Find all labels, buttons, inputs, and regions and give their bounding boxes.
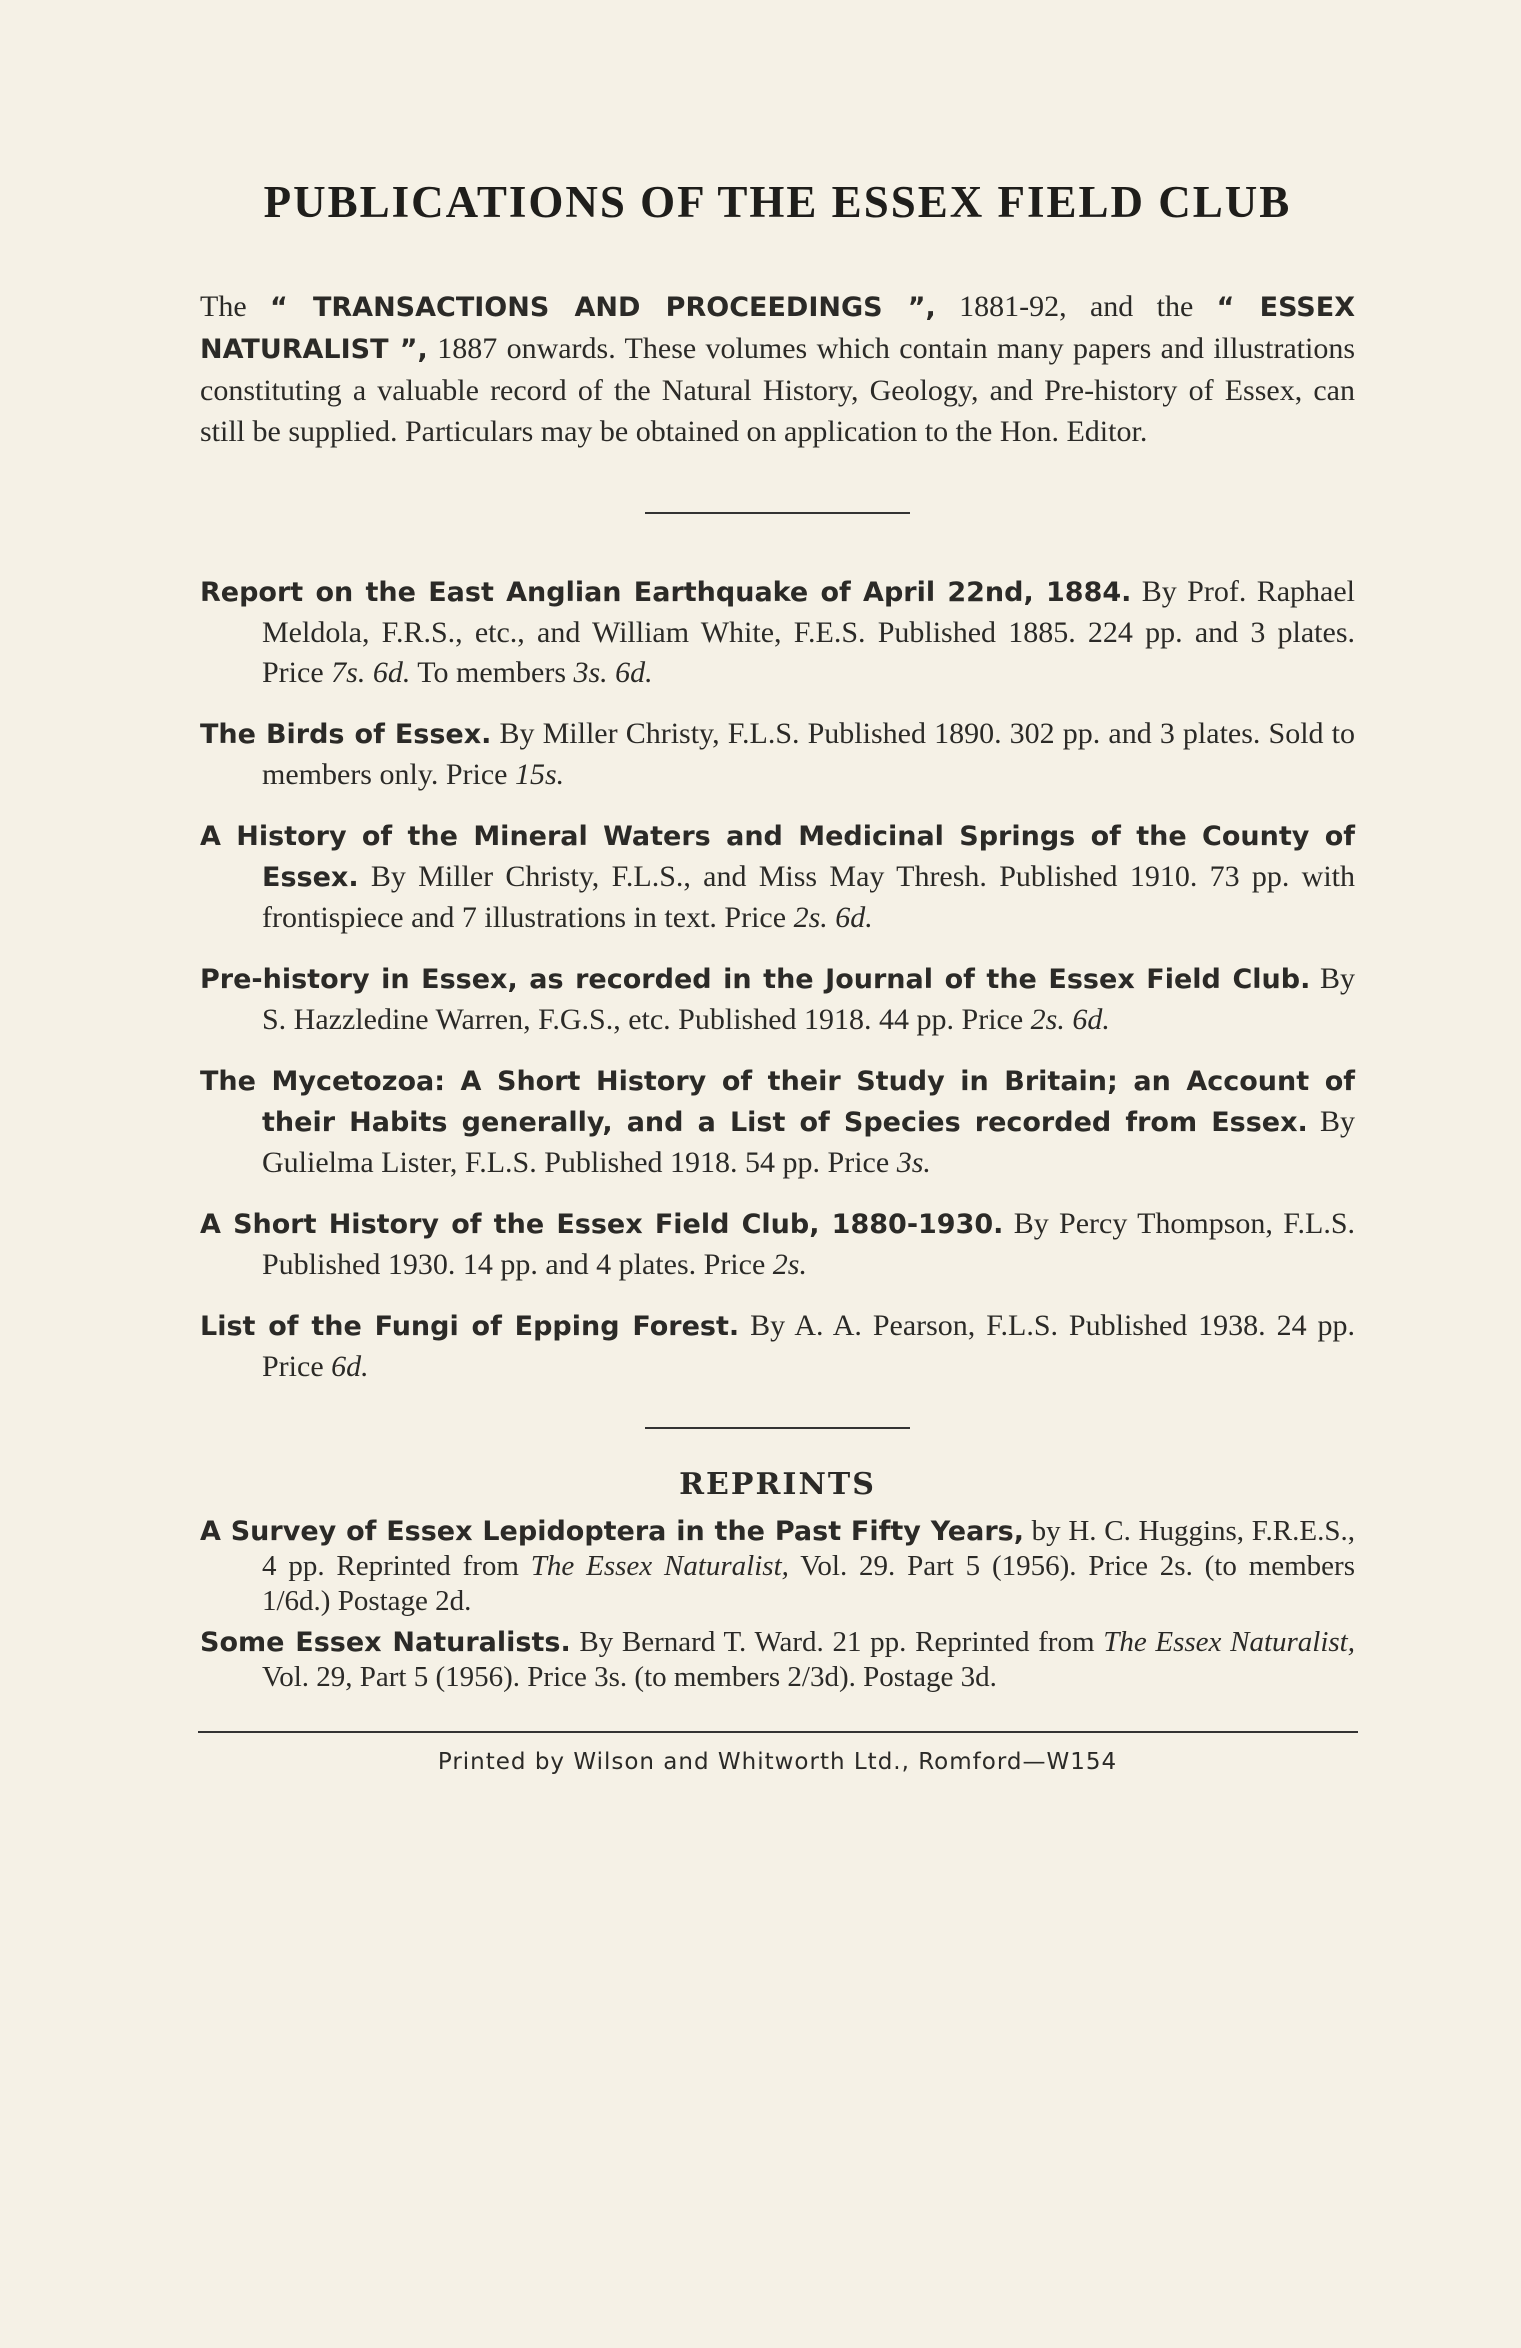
publication-price: 6d. bbox=[331, 1350, 369, 1383]
intro-text-1: The bbox=[200, 290, 247, 323]
reprint-entry bbox=[200, 1625, 1355, 1695]
footer-rule bbox=[198, 1731, 1358, 1733]
reprint-journal: The Essex Naturalist, bbox=[530, 1550, 789, 1582]
publication-price: 2s. bbox=[772, 1248, 807, 1281]
reprint-title: Some Essex Naturalists. bbox=[200, 1627, 571, 1658]
publication-title: List of the Fungi of Epping Forest. bbox=[200, 1311, 740, 1342]
publication-entry bbox=[200, 1306, 1355, 1387]
reprints-heading: REPRINTS bbox=[679, 1467, 876, 1502]
printer-imprint: Printed by Wilson and Whitworth Ltd., Romford—W154 bbox=[437, 1749, 1118, 1775]
publication-price: 2s. 6d. bbox=[1030, 1003, 1110, 1036]
publication-entry bbox=[200, 1061, 1355, 1183]
reprints-section bbox=[200, 1467, 1355, 1695]
publication-title: Report on the East Anglian Earthquake of April 22nd, 1884. bbox=[200, 577, 1132, 608]
publication-price: 3s. bbox=[896, 1146, 931, 1179]
publication-details: By Prof. Raphael Meldola, F.R.S., etc., and William White, F.E.S. Published 1885. 224 pp. and 3 plates. Price bbox=[262, 575, 1355, 689]
publication-price: 7s. 6d. bbox=[331, 656, 411, 689]
publication-title: A Short History of the Essex Field Club, 1880-1930. bbox=[200, 1209, 1004, 1240]
publication-details-2: To members bbox=[417, 656, 566, 689]
publication-details: By Miller Christy, F.L.S., and Miss May Thresh. Published 1910. 73 pp. with frontispiece and 7 illustrations in text. Price bbox=[262, 860, 1355, 934]
publication-title: A History of the Mineral Waters and Medicinal Springs of the County of Essex. bbox=[200, 821, 1355, 893]
reprint-details: By Bernard T. Ward. 21 pp. Reprinted from bbox=[579, 1626, 1095, 1658]
reprint-details-2: Vol. 29, Part 5 (1956). Price 3s. (to members 2/3d). Postage 3d. bbox=[262, 1661, 997, 1693]
divider bbox=[645, 1427, 910, 1429]
publication-title: The Birds of Essex. bbox=[200, 719, 492, 750]
publication-details: By S. Hazzledine Warren, F.G.S., etc. Published 1918. 44 pp. Price bbox=[262, 962, 1356, 1036]
intro-paragraph bbox=[200, 286, 1355, 452]
reprint-title: A Survey of Essex Lepidoptera in the Past Fifty Years, bbox=[200, 1516, 1024, 1547]
intro-bold-1: “ TRANSACTIONS AND PROCEEDINGS ”, bbox=[269, 292, 936, 323]
divider bbox=[645, 512, 910, 514]
publication-entry bbox=[200, 1204, 1355, 1285]
publication-details: By A. A. Pearson, F.L.S. Published 1938. 24 pp. Price bbox=[262, 1309, 1356, 1383]
intro-text-3: 1887 onwards. These volumes which contain many papers and illustrations constituting a valuable record of the Natural History, Geology, and Pre-history of Essex, can still be supplied. Particulars may be obtained on application to the Hon. Editor. bbox=[200, 332, 1356, 448]
publication-entry bbox=[200, 959, 1355, 1040]
reprint-journal: The Essex Naturalist, bbox=[1103, 1626, 1355, 1658]
page-title: PUBLICATIONS OF THE ESSEX FIELD CLUB bbox=[263, 177, 1292, 227]
publication-entry bbox=[200, 572, 1355, 693]
publication-price: 15s. bbox=[515, 758, 565, 791]
publication-price: 2s. 6d. bbox=[793, 901, 873, 934]
document-page bbox=[200, 130, 1355, 1775]
publication-entry bbox=[200, 714, 1355, 795]
publication-entry bbox=[200, 816, 1355, 938]
publication-title: The Mycetozoa: A Short History of their Study in Britain; an Account of their Habits generally, and a List of Species recorded from Essex. bbox=[200, 1066, 1355, 1138]
publication-price-2: 3s. 6d. bbox=[573, 656, 653, 689]
reprint-entry bbox=[200, 1514, 1355, 1619]
intro-text-2: 1881-92, and the bbox=[959, 290, 1194, 323]
publication-title: Pre-history in Essex, as recorded in the Journal of the Essex Field Club. bbox=[200, 964, 1311, 995]
reprint-details: by H. C. Huggins, F.R.E.S., 4 pp. Reprinted from bbox=[262, 1515, 1355, 1582]
reprint-details-2: Vol. 29. Part 5 (1956). Price 2s. (to members 1/6d.) Postage 2d. bbox=[262, 1550, 1355, 1617]
intro-bold-2: “ ESSEX NATURALIST ”, bbox=[200, 292, 1356, 365]
publication-details: By Percy Thompson, F.L.S. Published 1930. 14 pp. and 4 plates. Price bbox=[262, 1207, 1356, 1281]
publications-list bbox=[200, 572, 1355, 1387]
publication-details: By Miller Christy, F.L.S. Published 1890. 302 pp. and 3 plates. Sold to members only. Price bbox=[262, 717, 1355, 791]
publication-details: By Gulielma Lister, F.L.S. Published 1918. 54 pp. Price bbox=[262, 1105, 1355, 1179]
